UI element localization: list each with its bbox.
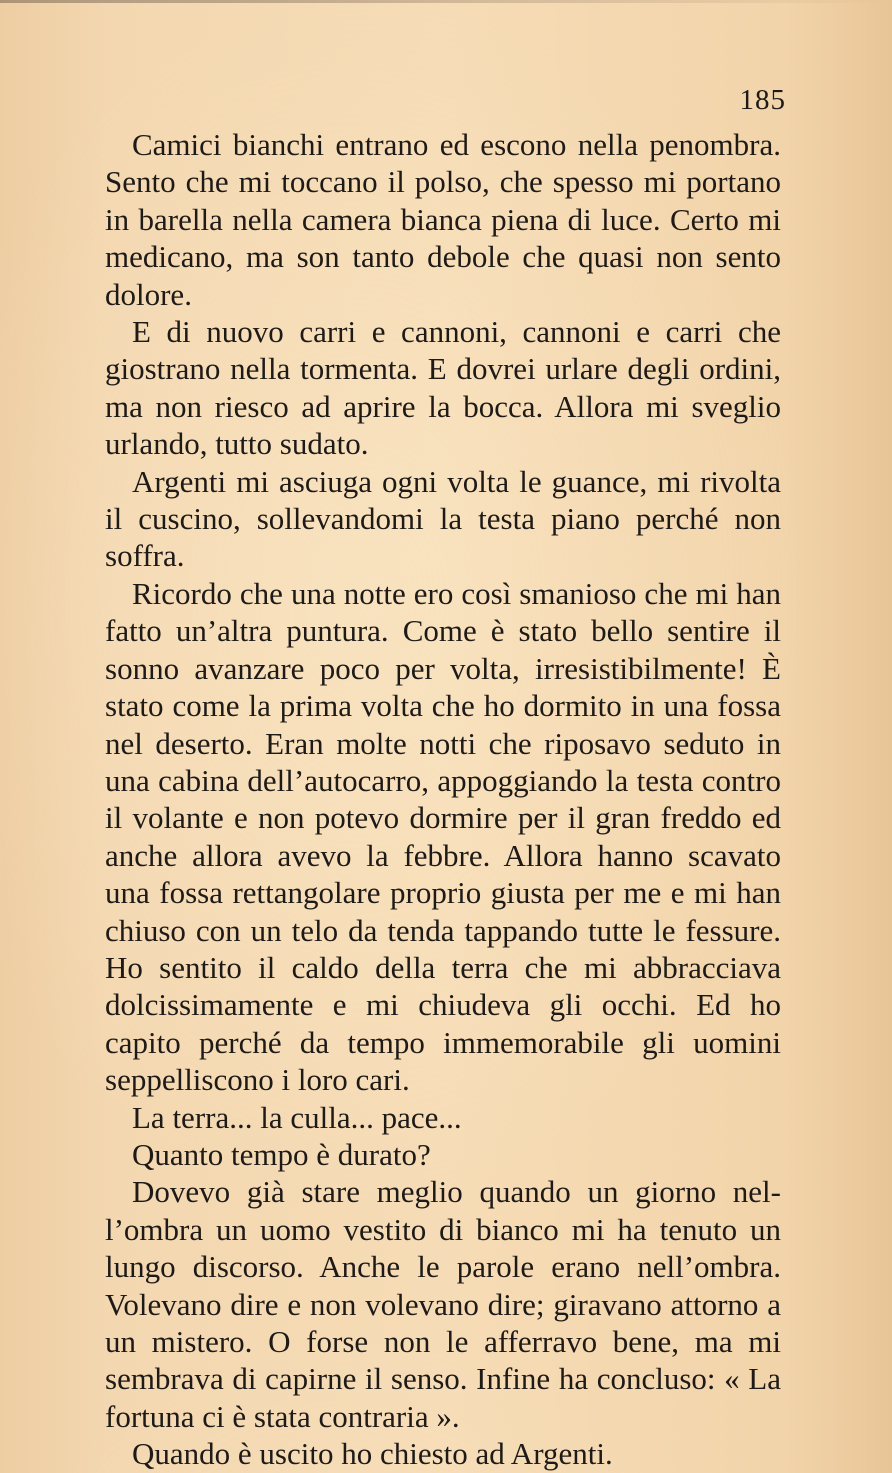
paragraph: E di nuovo carri e cannoni, cannoni e carri che giostrano nella tormenta. E dovrei urlare degli ordini, ma non riesco ad aprire la bocca. Allora mi sveglio urlando, tutto sudato. bbox=[105, 314, 781, 462]
page-edge-shadow bbox=[0, 0, 892, 3]
page-number: 185 bbox=[739, 84, 786, 116]
paragraph: La terra... la culla... pace... bbox=[132, 1099, 462, 1135]
paragraph: Ricordo che una notte ero così smanioso che mi han fatto un’altra puntura. Come è stato bello sentire il sonno avanzare poco per volta, irresistibilmente! È stato come la prima volta che ho dormito in una fossa nel deserto. Eran molte notti che riposavo seduto in una cabina dell’autocarro, appoggiando la testa contro il volante e non potevo dormire per il gran freddo ed anche allora avevo la febbre. Allora hanno scavato una fossa rettangolare proprio giusta per me e mi han chiuso con un telo da tenda tappando tutte le fessure. Ho sentito il caldo della terra che mi abbracciava dolcissimamente e mi chiudeva gli occhi. Ed ho capito perché da tempo immemorabile gli uomini seppelliscono i loro cari. bbox=[105, 575, 781, 1098]
paragraph: Argenti mi asciuga ogni volta le guance, mi rivolta il cuscino, sollevandomi la testa piano perché non soffra. bbox=[105, 463, 781, 574]
paragraph: Dovevo già stare meglio quando un giorno nell’ombra un uomo vestito di bianco mi ha tenuto un lungo discorso. Anche le parole erano nell’ombra. Volevano dire e non volevano dire; giravano attorno a un mistero. O forse non le afferravo bene, ma mi sembrava di capirne il senso. Infine ha concluso: « La fortuna ci è stata contraria ». bbox=[105, 1174, 781, 1434]
paragraph: Quando è uscito ho chiesto ad Argenti. bbox=[132, 1436, 613, 1472]
body-text bbox=[105, 126, 781, 1473]
paragraph: Camici bianchi entrano ed escono nella penombra. Sento che mi toccano il polso, che spesso mi portano in barella nella camera bianca piena di luce. Certo mi medicano, ma son tanto debole che quasi non sento dolore. bbox=[105, 127, 781, 312]
paragraph: Quanto tempo è durato? bbox=[132, 1136, 431, 1172]
